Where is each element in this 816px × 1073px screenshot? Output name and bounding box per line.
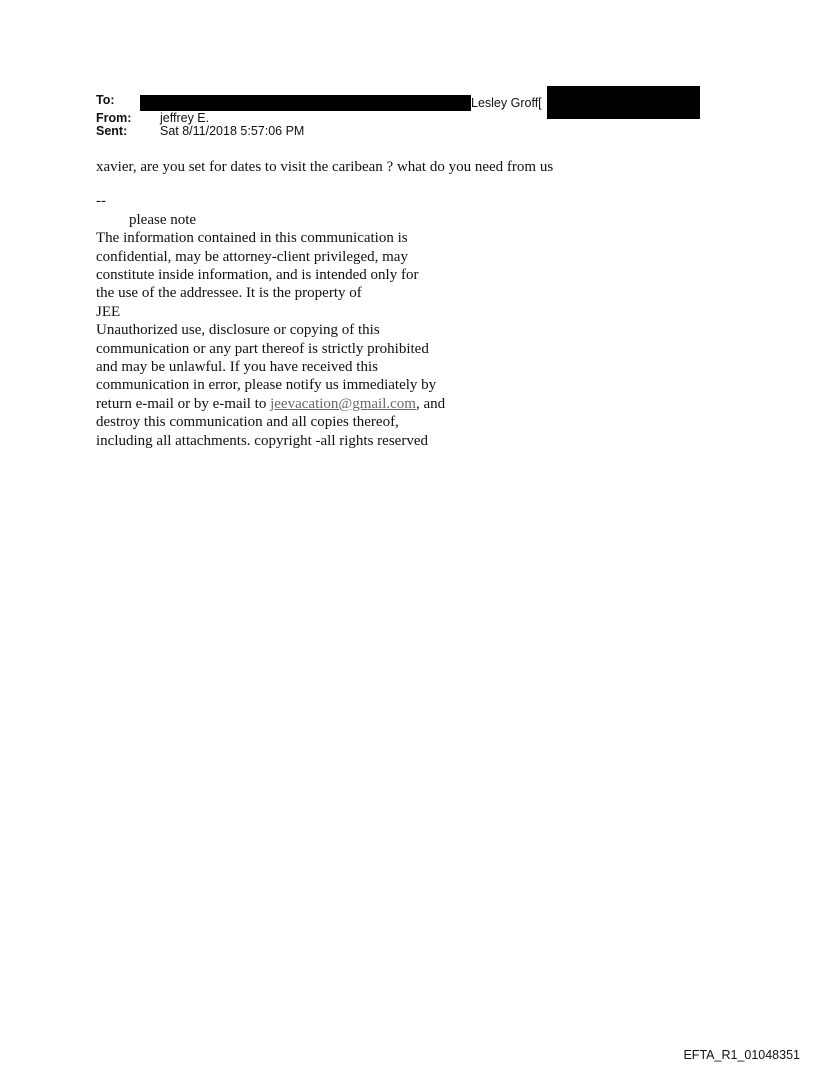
disclaimer-line: the use of the addressee. It is the property of bbox=[96, 285, 362, 302]
return-suffix: , and bbox=[415, 395, 446, 412]
disclaimer-line: The information contained in this communication is bbox=[96, 230, 408, 247]
disclaimer-line: including all attachments. copyright -all rights reserved bbox=[96, 432, 428, 449]
disclaimer-line: JEE bbox=[96, 303, 121, 320]
redaction-bar-recipient-email bbox=[547, 86, 700, 119]
redaction-bar-recipient bbox=[140, 95, 471, 111]
note-title: please note bbox=[129, 211, 197, 228]
sent-label: Sent: bbox=[96, 124, 128, 138]
message-text: xavier, are you set for dates to visit the caribean ? what do you need from us bbox=[96, 159, 554, 175]
to-recipient-name: Lesley Groff[ bbox=[471, 96, 542, 110]
from-label: From: bbox=[96, 110, 132, 125]
disclaimer-line: communication in error, please notify us immediately by bbox=[96, 377, 437, 394]
disclaimer-line: destroy this communication and all copies thereof, bbox=[96, 414, 399, 431]
disclaimer-line: Unauthorized use, disclosure or copying of this bbox=[96, 322, 380, 339]
disclaimer-line: constitute inside information, and is intended only for bbox=[96, 267, 419, 284]
email-body bbox=[96, 158, 553, 450]
to-label: To: bbox=[96, 93, 115, 107]
return-prefix: return e-mail or by e-mail to bbox=[96, 395, 271, 412]
disclaimer-line: confidential, may be attorney-client privileged, may bbox=[96, 248, 408, 265]
disclaimer-line-with-email bbox=[96, 395, 553, 413]
signature-separator: -- bbox=[96, 193, 106, 210]
sent-value: Sat 8/11/2018 5:57:06 PM bbox=[160, 124, 305, 138]
from-value: jeffrey E. bbox=[160, 110, 210, 125]
disclaimer-line: communication or any part thereof is strictly prohibited bbox=[96, 340, 429, 357]
disclaimer-line: and may be unlawful. If you have received this bbox=[96, 359, 378, 376]
disclaimer bbox=[96, 229, 553, 450]
email-link[interactable]: jeevacation@gmail.com bbox=[270, 395, 416, 412]
document-id: EFTA_R1_01048351 bbox=[683, 1048, 800, 1062]
